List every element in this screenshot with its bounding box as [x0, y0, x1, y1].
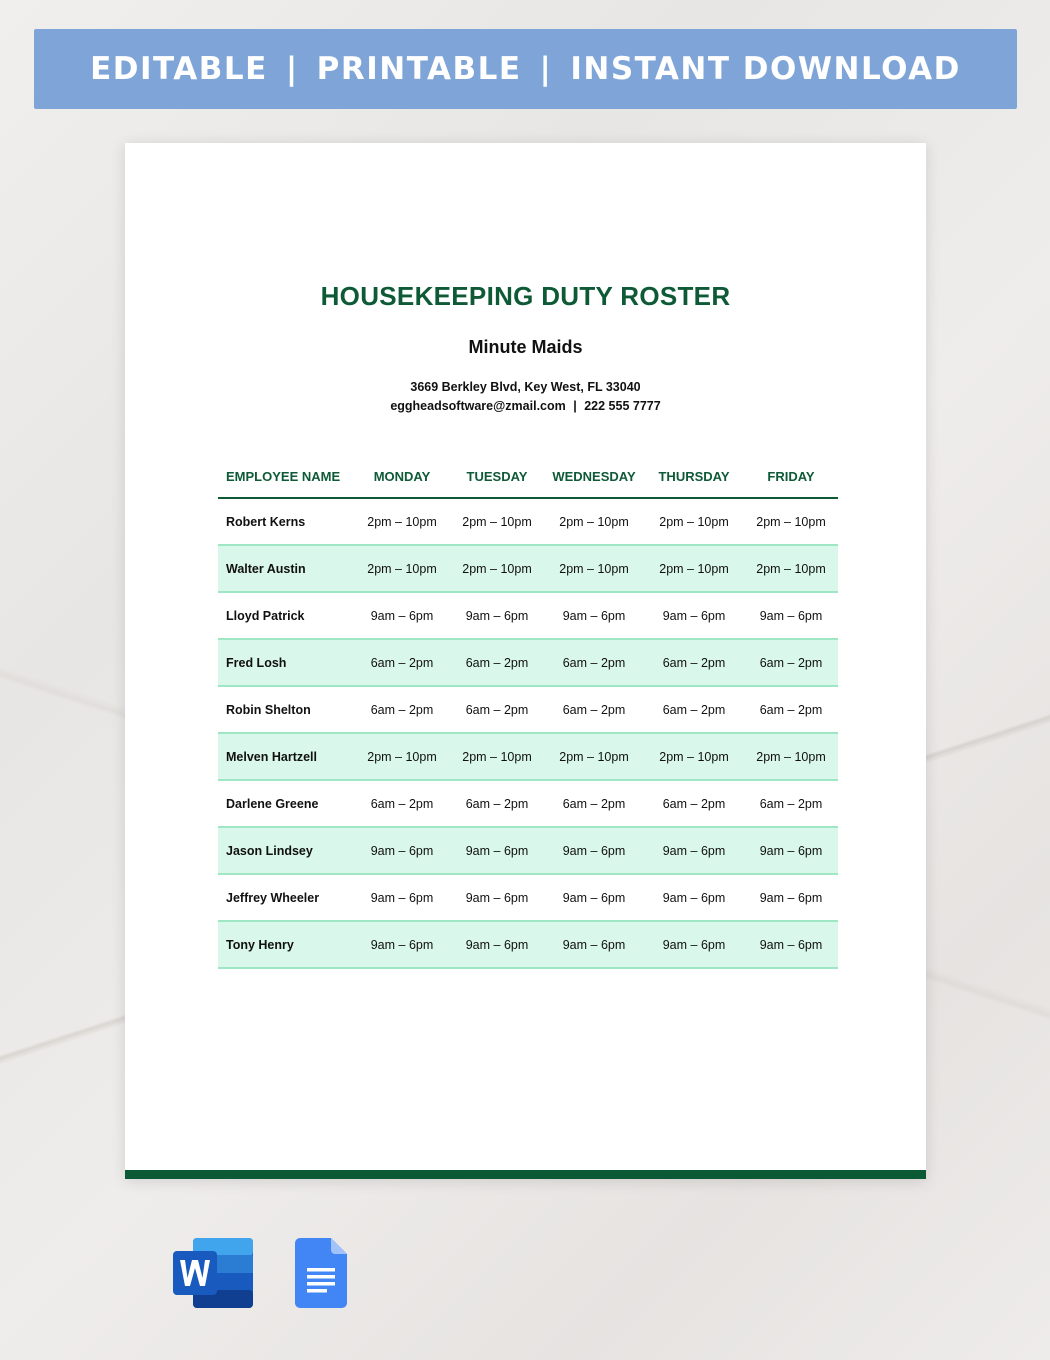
employee-name-cell: Fred Losh [218, 639, 354, 686]
shift-cell: 9am – 6pm [644, 874, 744, 921]
banner-instant-download: INSTANT DOWNLOAD [570, 51, 961, 87]
header-wednesday: WEDNESDAY [544, 455, 644, 498]
shift-cell: 9am – 6pm [450, 592, 544, 639]
company-name: Minute Maids [468, 337, 583, 357]
shift-cell: 6am – 2pm [544, 686, 644, 733]
page-footer-bar [125, 1170, 926, 1179]
shift-cell: 2pm – 10pm [544, 733, 644, 780]
shift-cell: 6am – 2pm [544, 780, 644, 827]
shift-cell: 9am – 6pm [354, 827, 450, 874]
header-monday: MONDAY [354, 455, 450, 498]
roster-body [218, 498, 838, 968]
shift-cell: 9am – 6pm [354, 592, 450, 639]
shift-cell: 2pm – 10pm [450, 733, 544, 780]
table-row [218, 874, 838, 921]
shift-cell: 9am – 6pm [644, 827, 744, 874]
shift-cell: 9am – 6pm [644, 592, 744, 639]
shift-cell: 2pm – 10pm [450, 545, 544, 592]
shift-cell: 6am – 2pm [544, 639, 644, 686]
shift-cell: 2pm – 10pm [644, 498, 744, 545]
shift-cell: 6am – 2pm [354, 686, 450, 733]
shift-cell: 2pm – 10pm [644, 733, 744, 780]
table-row [218, 639, 838, 686]
banner-separator: | [285, 51, 299, 87]
banner-editable: EDITABLE [90, 51, 268, 87]
shift-cell: 6am – 2pm [450, 780, 544, 827]
shift-cell: 9am – 6pm [544, 874, 644, 921]
employee-name-cell: Robert Kerns [218, 498, 354, 545]
table-row [218, 498, 838, 545]
table-row [218, 733, 838, 780]
table-row [218, 592, 838, 639]
shift-cell: 6am – 2pm [644, 780, 744, 827]
shift-cell: 9am – 6pm [354, 874, 450, 921]
table-row [218, 827, 838, 874]
shift-cell: 2pm – 10pm [744, 545, 838, 592]
shift-cell: 6am – 2pm [450, 686, 544, 733]
employee-name-cell: Darlene Greene [218, 780, 354, 827]
company-address: 3669 Berkley Blvd, Key West, FL 33040 [410, 380, 641, 394]
employee-name-cell: Lloyd Patrick [218, 592, 354, 639]
employee-name-cell: Jeffrey Wheeler [218, 874, 354, 921]
table-row [218, 545, 838, 592]
shift-cell: 9am – 6pm [354, 921, 450, 968]
document-page [125, 143, 926, 1179]
table-row [218, 921, 838, 968]
shift-cell: 9am – 6pm [744, 921, 838, 968]
table-header-row [218, 455, 838, 498]
shift-cell: 9am – 6pm [450, 827, 544, 874]
shift-cell: 2pm – 10pm [354, 545, 450, 592]
shift-cell: 9am – 6pm [450, 921, 544, 968]
shift-cell: 9am – 6pm [450, 874, 544, 921]
shift-cell: 6am – 2pm [744, 780, 838, 827]
microsoft-word-icon [173, 1238, 253, 1308]
banner-printable: PRINTABLE [316, 51, 522, 87]
shift-cell: 6am – 2pm [644, 639, 744, 686]
google-docs-icon [295, 1238, 347, 1308]
contact-separator: | [573, 399, 577, 413]
employee-name-cell: Walter Austin [218, 545, 354, 592]
shift-cell: 6am – 2pm [354, 639, 450, 686]
shift-cell: 2pm – 10pm [744, 733, 838, 780]
header-employee-name: EMPLOYEE NAME [218, 455, 354, 498]
shift-cell: 6am – 2pm [744, 686, 838, 733]
shift-cell: 2pm – 10pm [354, 733, 450, 780]
company-contact [125, 399, 926, 413]
shift-cell: 2pm – 10pm [354, 498, 450, 545]
shift-cell: 2pm – 10pm [744, 498, 838, 545]
feature-banner [34, 29, 1017, 109]
header-thursday: THURSDAY [644, 455, 744, 498]
shift-cell: 9am – 6pm [744, 592, 838, 639]
shift-cell: 9am – 6pm [544, 827, 644, 874]
shift-cell: 2pm – 10pm [544, 498, 644, 545]
table-row [218, 780, 838, 827]
shift-cell: 9am – 6pm [544, 592, 644, 639]
shift-cell: 2pm – 10pm [544, 545, 644, 592]
employee-name-cell: Robin Shelton [218, 686, 354, 733]
shift-cell: 2pm – 10pm [450, 498, 544, 545]
shift-cell: 6am – 2pm [744, 639, 838, 686]
company-email: eggheadsoftware@zmail.com [390, 399, 566, 413]
shift-cell: 6am – 2pm [450, 639, 544, 686]
shift-cell: 2pm – 10pm [644, 545, 744, 592]
header-friday: FRIDAY [744, 455, 838, 498]
employee-name-cell: Jason Lindsey [218, 827, 354, 874]
employee-name-cell: Tony Henry [218, 921, 354, 968]
shift-cell: 9am – 6pm [544, 921, 644, 968]
shift-cell: 9am – 6pm [744, 874, 838, 921]
banner-separator: | [539, 51, 553, 87]
employee-name-cell: Melven Hartzell [218, 733, 354, 780]
page-title: HOUSEKEEPING DUTY ROSTER [320, 281, 731, 311]
shift-cell: 9am – 6pm [644, 921, 744, 968]
roster-table [218, 455, 838, 969]
header-tuesday: TUESDAY [450, 455, 544, 498]
company-phone: 222 555 7777 [584, 399, 661, 413]
app-icons [173, 1238, 347, 1308]
shift-cell: 6am – 2pm [644, 686, 744, 733]
shift-cell: 6am – 2pm [354, 780, 450, 827]
table-row [218, 686, 838, 733]
shift-cell: 9am – 6pm [744, 827, 838, 874]
